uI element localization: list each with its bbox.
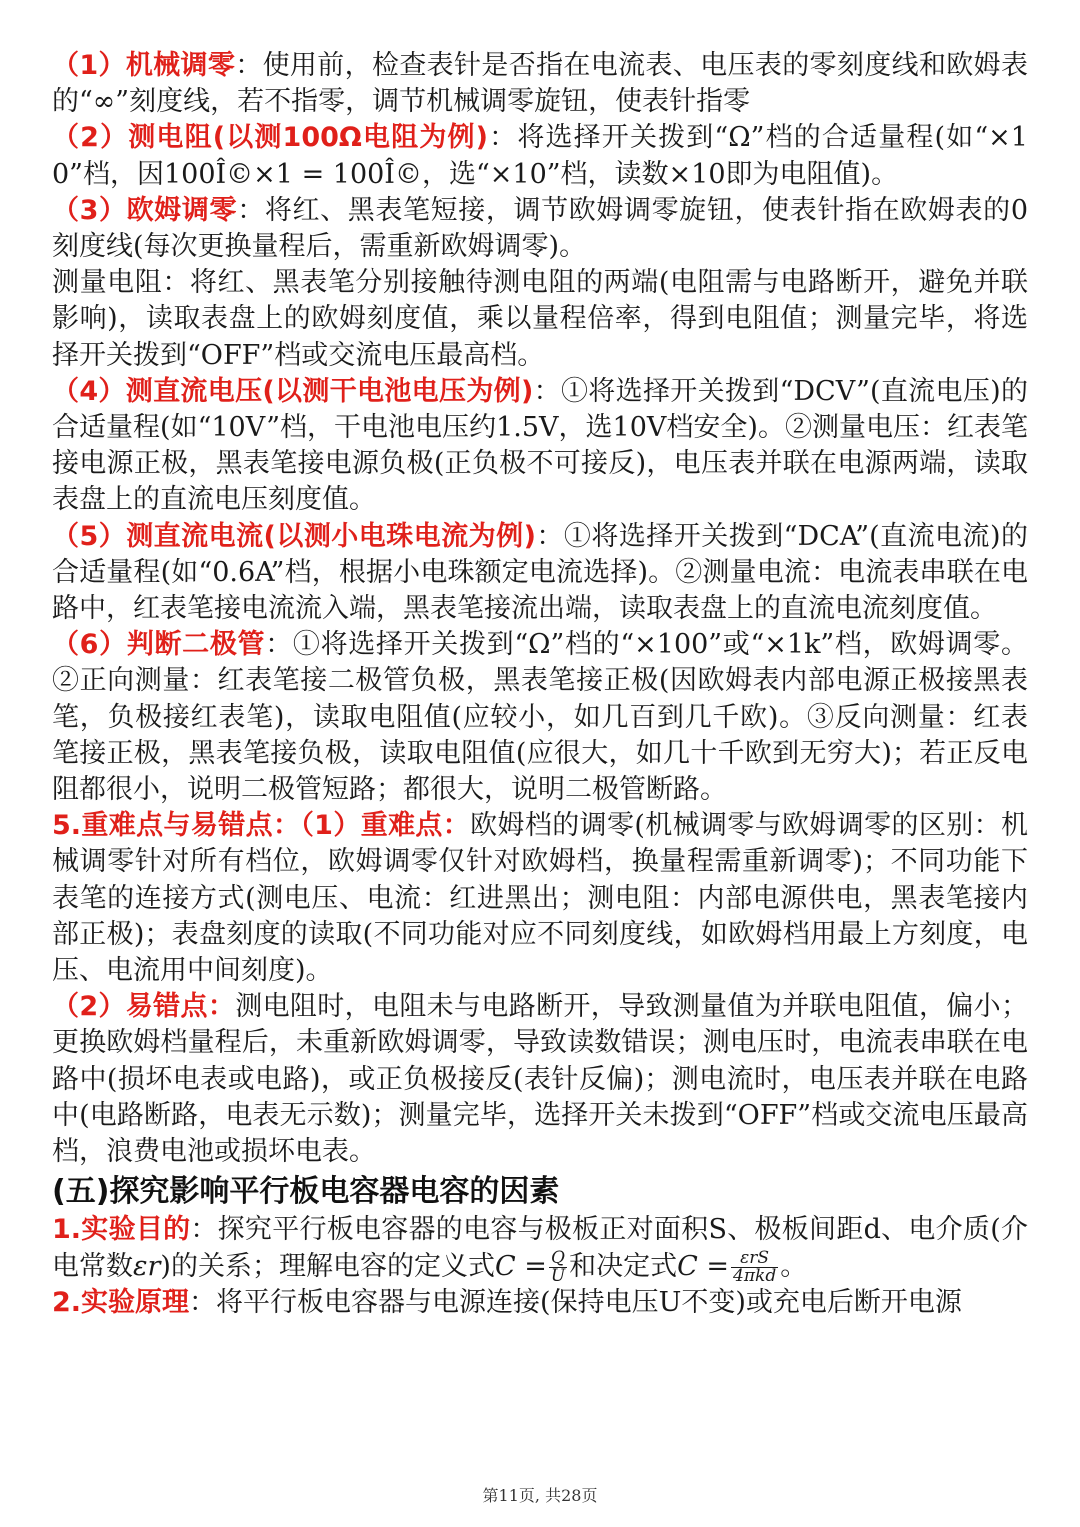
purpose-body-b: )的关系；理解电容的定义式 <box>160 1250 495 1282</box>
item-mechanical-zero <box>52 48 1028 120</box>
purpose-body-c: 和决定式 <box>569 1250 678 1282</box>
item-title: （4）测直流电压(以测干电池电压为例) <box>52 375 534 407</box>
item-body: ：将选择开关拨到“Ω”档的合适量程(如“×10”档，因100Î©×1 = 100Î©，选“×10”档，读数×10即为电阻值)。 <box>52 122 1028 190</box>
item-diode <box>52 627 1028 808</box>
purpose-body-d: 。 <box>780 1250 808 1282</box>
experiment-purpose <box>52 1212 1028 1284</box>
difficulty-body: 欧姆档的调零(机械调零与欧姆调零的区别：机械调零针对所有档位，欧姆调零仅针对欧姆档，换量程需重新调零)；不同功能下表笔的连接方式(测电压、电流：红进黑出；测电阻：内部电源供电，黑表笔接内部正极)；表盘刻度的读取(不同功能对应不同刻度线，如欧姆档用最上方刻度，电压、电流用中间刻度)。 <box>52 810 1028 987</box>
fraction-denominator: U <box>550 1265 566 1286</box>
item-title: （2）测电阻(以测100Ω电阻为例) <box>52 122 488 154</box>
item-dc-voltage <box>52 374 1028 519</box>
item-ohm-zero <box>52 193 1028 265</box>
section-heading: (五)探究影响平行板电容器电容的因素 <box>52 1174 560 1210</box>
principle-body: ：将平行板电容器与电源连接(保持电压U不变)或充电后断开电源 <box>189 1286 962 1318</box>
fraction-numerator: Q <box>549 1250 567 1268</box>
page-footer: 第11页, 共28页 <box>482 1486 598 1505</box>
formula-determinant-fraction <box>731 1247 778 1286</box>
mistakes-title: （2）易错点： <box>52 991 236 1023</box>
mistake-points <box>52 989 1028 1170</box>
experiment-principle <box>52 1285 1028 1321</box>
item-measure-resistance-steps <box>52 265 1028 374</box>
item-title: （6）判断二极管 <box>52 629 266 661</box>
item-body: ：①将选择开关拨到“Ω”档的“×100”或“×1k”档，欧姆调零。②正向测量：红表笔接二极管负极，黑表笔接正极(因欧姆表内部电源正极接黑表笔，负极接红表笔)，读取电阻值(应较小，如几百到几千欧)。③反向测量：红表笔接正极，黑表笔接负极，读取电阻值(应很大，如几十千欧到无穷大)；若正反电阻都很小，说明二极管短路；都很大，说明二极管断路。 <box>52 629 1028 806</box>
epsilon-symbol: εr <box>133 1250 161 1282</box>
principle-title: 2.实验原理 <box>52 1286 190 1318</box>
mistakes-body: 测电阻时，电阻未与电路断开，导致测量值为并联电阻值，偏小；更换欧姆档量程后，未重新欧姆调零，导致读数错误；测电压时，电流表串联在电路中(损坏电表或电路)，或正负极接反(表针反偏)；测电流时，电压表并联在电路中(电路断路，电表无示数)；测量完毕，选择开关未拨到“OFF”档或交流电压最高档，浪费电池或损坏电表。 <box>52 991 1028 1168</box>
item-body: ：①将选择开关拨到“DCA”(直流电流)的合适量程(如“0.6A”档，根据小电珠额定电流选择)。②测量电流：电流表串联在电路中，红表笔接电流流入端，黑表笔接流出端，读取表盘上的直流电流刻度值。 <box>52 520 1028 625</box>
purpose-title: 1.实验目的 <box>52 1214 191 1246</box>
formula-definition-fraction <box>549 1247 567 1286</box>
formula-definition-lhs: C = <box>494 1250 547 1282</box>
difficulty-title: 5.重难点与易错点：（1）重难点： <box>52 810 471 842</box>
item-measure-resistance <box>52 120 1028 192</box>
item-title: （3）欧姆调零 <box>52 194 238 226</box>
purpose-body-a: ：探究平行板电容器的电容与极板正对面积S、极板间距d、电介质(介电常数 <box>52 1214 1028 1282</box>
item-title: （5）测直流电流(以测小电珠电流为例) <box>52 520 536 552</box>
fraction-numerator: εrS <box>731 1250 778 1268</box>
fraction-denominator: 4πkd <box>733 1265 777 1286</box>
formula-determinant-lhs: C = <box>677 1250 730 1282</box>
item-title: （1）机械调零 <box>52 50 236 81</box>
difficulty-points <box>52 808 1028 989</box>
item-dc-current <box>52 519 1028 628</box>
item-body: 测量电阻：将红、黑表笔分别接触待测电阻的两端(电阻需与电路断开，避免并联影响)，读取表盘上的欧姆刻度值，乘以量程倍率，得到电阻值；测量完毕，将选择开关拨到“OFF”档或交流电压最高档。 <box>52 267 1028 371</box>
item-body: ：①将选择开关拨到“DCV”(直流电压)的合适量程(如“10V”档，干电池电压约1.5V，选10V档安全)。②测量电压：红表笔接电源正极，黑表笔接电源负极(正负极不可接反)，电压表并联在电源两端，读取表盘上的直流电压刻度值。 <box>52 375 1029 516</box>
item-body: ：使用前，检查表针是否指在电流表、电压表的零刻度线和欧姆表的“∞”刻度线，若不指零，调节机械调零旋钮，使表针指零 <box>52 50 1028 118</box>
item-body: ：将红、黑表笔短接，调节欧姆调零旋钮，使表针指在欧姆表的0刻度线(每次更换量程后，需重新欧姆调零)。 <box>52 194 1028 263</box>
